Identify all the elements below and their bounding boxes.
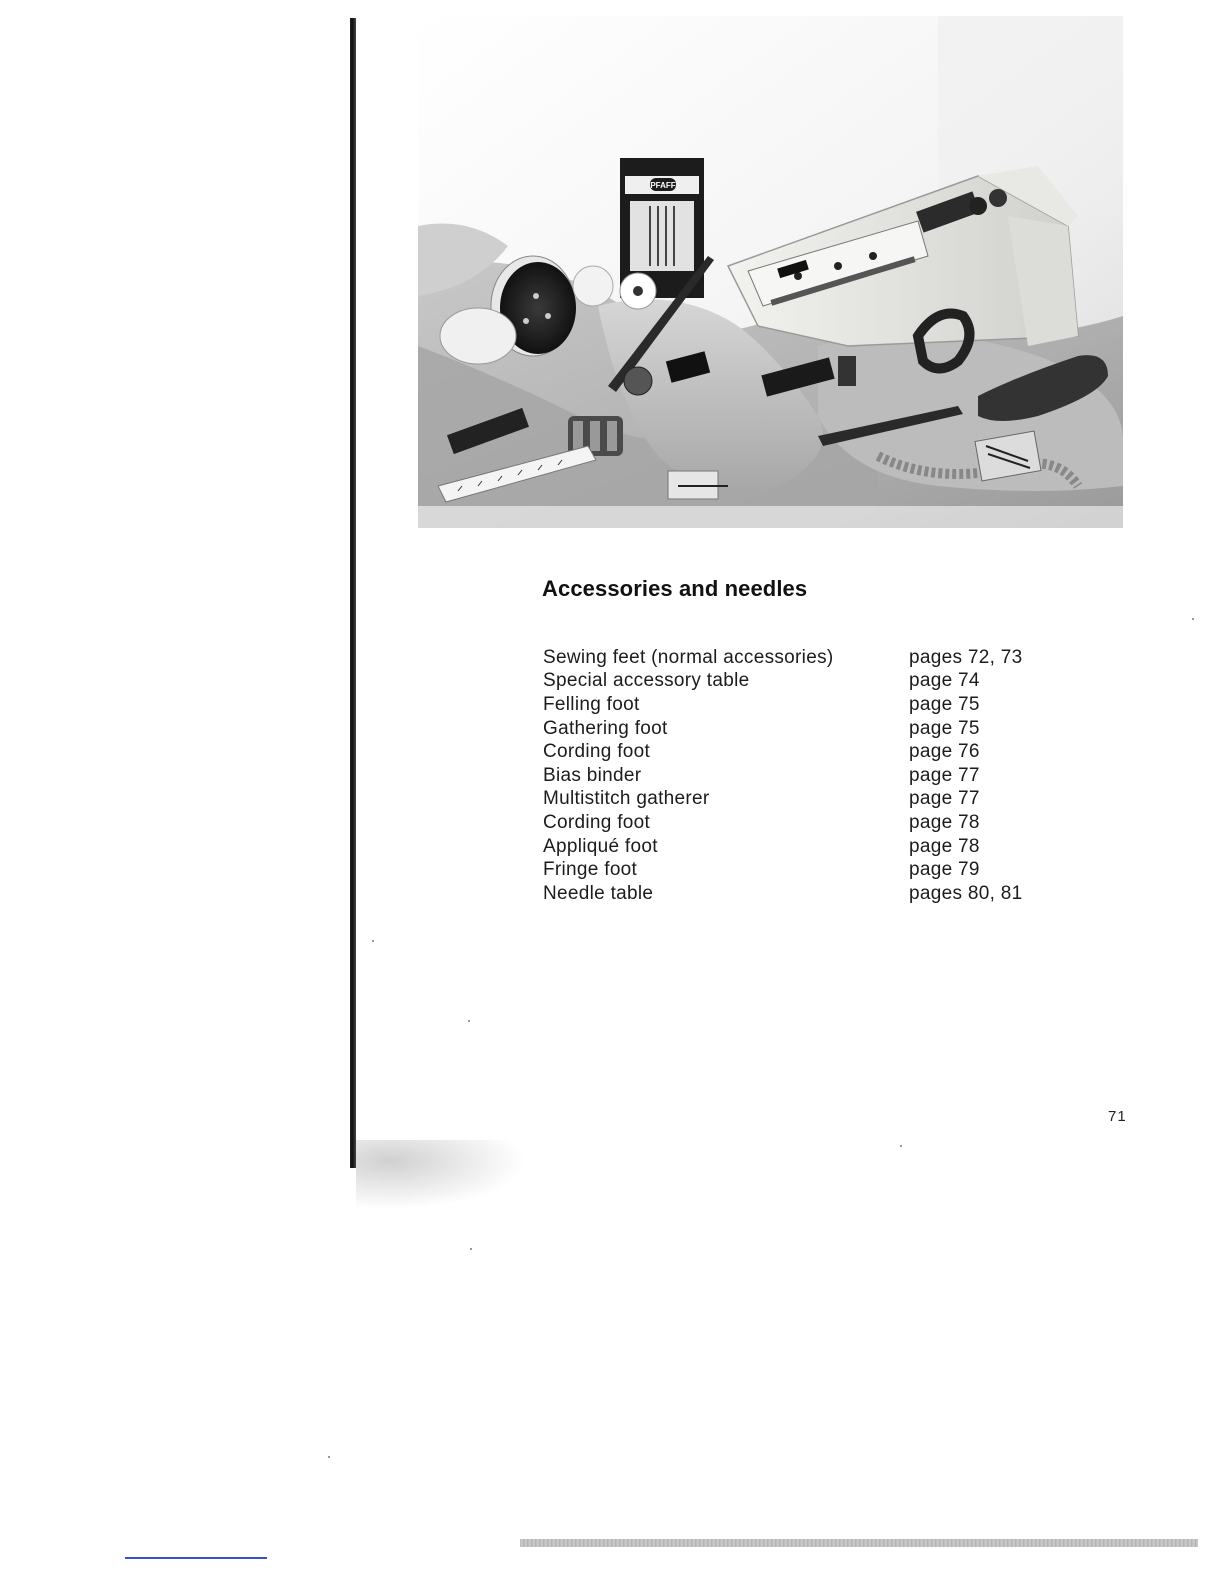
contents-item-page: pages 72, 73 — [909, 646, 1023, 668]
contents-item-page: page 77 — [909, 764, 980, 786]
accessories-photo — [418, 16, 1123, 528]
contents-item-label: Cording foot — [543, 811, 651, 833]
contents-item — [543, 882, 1063, 906]
contents-item-label: Gathering foot — [543, 717, 668, 739]
contents-item — [543, 670, 1063, 694]
contents-item-page: page 74 — [909, 670, 980, 692]
contents-item-label: Multistitch gatherer — [543, 788, 710, 810]
contents-item-page: page 76 — [909, 741, 980, 763]
contents-item — [543, 835, 1063, 859]
contents-item — [543, 693, 1063, 717]
contents-item-page: page 79 — [909, 859, 980, 881]
contents-item-page: page 75 — [909, 717, 980, 739]
page-binding-edge — [350, 18, 356, 1168]
page-title: Accessories and needles — [542, 576, 808, 601]
package-brand-label: PFAFF — [650, 181, 676, 190]
contents-item — [543, 788, 1063, 812]
contents-item-label: Sewing feet (normal accessories) — [543, 646, 834, 668]
contents-item — [543, 764, 1063, 788]
contents-item-label: Cording foot — [543, 741, 651, 763]
contents-item-label: Bias binder — [543, 764, 642, 786]
contents-item — [543, 717, 1063, 741]
contents-item — [543, 740, 1063, 764]
contents-item — [543, 811, 1063, 835]
contents-item-page: page 78 — [909, 811, 980, 833]
page-shadow — [356, 1140, 526, 1210]
contents-item-page: page 77 — [909, 788, 980, 810]
contents-item-label: Needle table — [543, 882, 654, 904]
contents-list — [543, 646, 1063, 906]
contents-item-page: page 78 — [909, 835, 980, 857]
contents-item-label: Fringe foot — [543, 859, 638, 881]
contents-item — [543, 646, 1063, 670]
page-number: 71 — [1108, 1108, 1127, 1125]
contents-item-page: page 75 — [909, 693, 980, 715]
contents-item-label: Felling foot — [543, 693, 640, 715]
contents-item-page: pages 80, 81 — [909, 882, 1023, 904]
footer-rule — [125, 1557, 267, 1559]
contents-item-label: Appliqué foot — [543, 835, 658, 857]
contents-item-label: Special accessory table — [543, 670, 750, 692]
contents-item — [543, 858, 1063, 882]
scan-edge-bar — [520, 1539, 1198, 1547]
